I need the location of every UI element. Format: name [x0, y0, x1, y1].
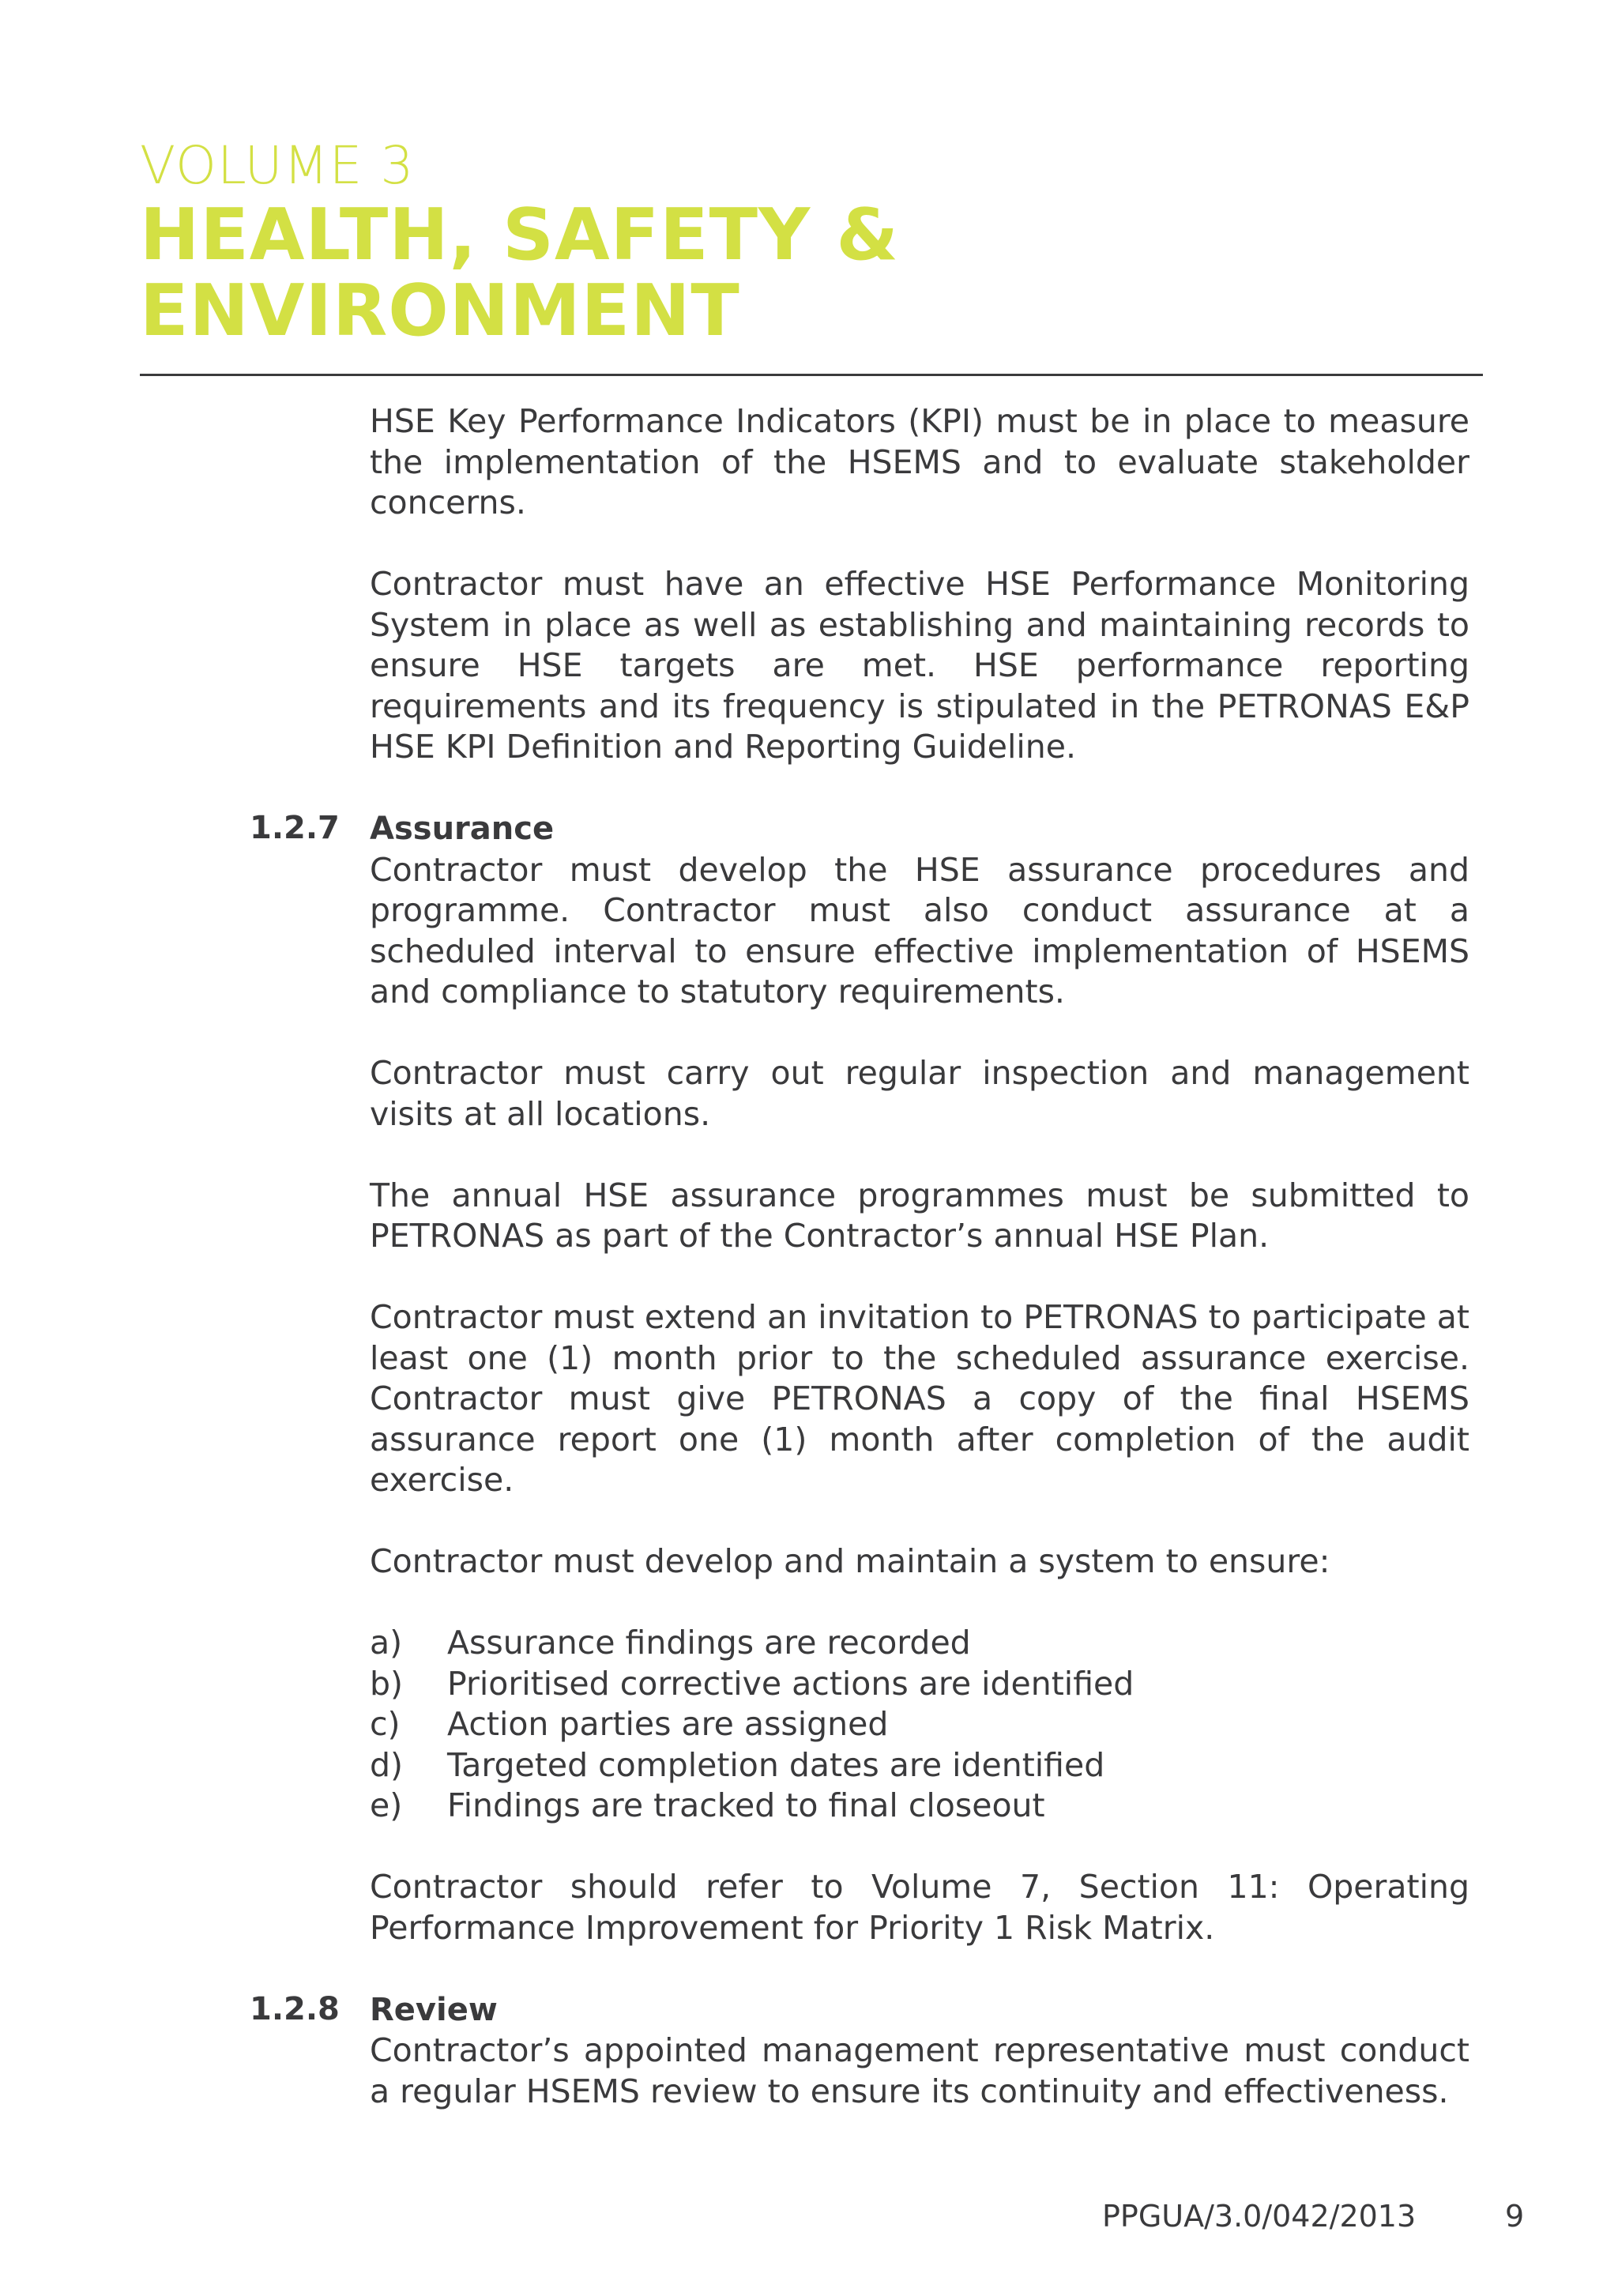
- page-header: [140, 134, 1483, 352]
- document-reference: PPGUA/3.0/042/2013: [1102, 2199, 1417, 2234]
- list-item: [370, 1745, 1469, 1786]
- list-item: [370, 1623, 1469, 1664]
- assurance-paragraph-3: The annual HSE assurance programmes must be submitted to PETRONAS as part of the Contractor’s annual HSE Plan.: [370, 1176, 1469, 1255]
- list-item: [370, 1704, 1469, 1745]
- list-item-text: Assurance findings are recorded: [447, 1624, 971, 1662]
- assurance-paragraph-4: Contractor must extend an invitation to PETRONAS to participate at least one (1) month prior to the scheduled assurance exercise. Contractor must give PETRONAS a copy of the final HSEMS assurance report one (1) month after completion of the audit exercise.: [370, 1298, 1469, 1499]
- section-number: 1.2.8: [250, 1990, 340, 2027]
- assurance-paragraph-2: Contractor must carry out regular inspection and management visits at all locations.: [370, 1054, 1469, 1133]
- volume-title-line-2: ENVIRONMENT: [140, 269, 740, 352]
- list-item-text: Findings are tracked to final closeout: [447, 1786, 1045, 1824]
- assurance-paragraph-1: Contractor must develop the HSE assurance procedures and programme. Contractor must also conduct assurance at a scheduled interval to ensure effective implementation of HSEMS and compliance to statutory requirements.: [370, 850, 1469, 1011]
- intro-paragraph-1: HSE Key Performance Indicators (KPI) must be in place to measure the implementation of the HSEMS and to evaluate stakeholder concerns.: [370, 402, 1469, 521]
- section-number: 1.2.7: [250, 810, 340, 846]
- section-title: Assurance: [370, 811, 555, 847]
- list-item-text: Targeted completion dates are identified: [447, 1745, 1105, 1784]
- list-item-text: Action parties are assigned: [447, 1705, 889, 1743]
- review-paragraph-1: Contractor’s appointed management representative must conduct a regular HSEMS review to ensure its continuity and effectiveness.: [370, 2031, 1469, 2110]
- list-item-label: b): [370, 1664, 404, 1703]
- intro-paragraph-2: Contractor must have an effective HSE Performance Monitoring System in place as well as establishing and maintaining records to ensure HSE targets are met. HSE performance reporting requirements and its frequency is stipulated in the PETRONAS E&P HSE KPI Definition and Reporting Guideline.: [370, 565, 1469, 766]
- volume-title-line-1: HEALTH, SAFETY &: [140, 194, 899, 277]
- list-item-label: c): [370, 1705, 401, 1743]
- assurance-paragraph-5: Contractor must develop and maintain a system to ensure:: [370, 1542, 1330, 1580]
- volume-label: VOLUME 3: [140, 135, 415, 196]
- section-review-heading: [250, 1989, 1469, 2031]
- list-item-text: Prioritised corrective actions are identified: [447, 1664, 1134, 1703]
- section-title: Review: [370, 1991, 498, 2028]
- list-item-label: e): [370, 1786, 403, 1824]
- assurance-list: [370, 1623, 1469, 1827]
- list-item: [370, 1786, 1469, 1827]
- section-assurance-heading: [250, 808, 1469, 850]
- list-item-label: a): [370, 1624, 403, 1662]
- assurance-paragraph-6: Contractor should refer to Volume 7, Section 11: Operating Performance Improvement for Priority 1 Risk Matrix.: [370, 1868, 1469, 1947]
- list-item: [370, 1664, 1469, 1705]
- header-divider: [140, 374, 1483, 376]
- document-body: [250, 401, 1469, 2153]
- list-item-label: d): [370, 1745, 404, 1784]
- page-number: 9: [1505, 2199, 1525, 2234]
